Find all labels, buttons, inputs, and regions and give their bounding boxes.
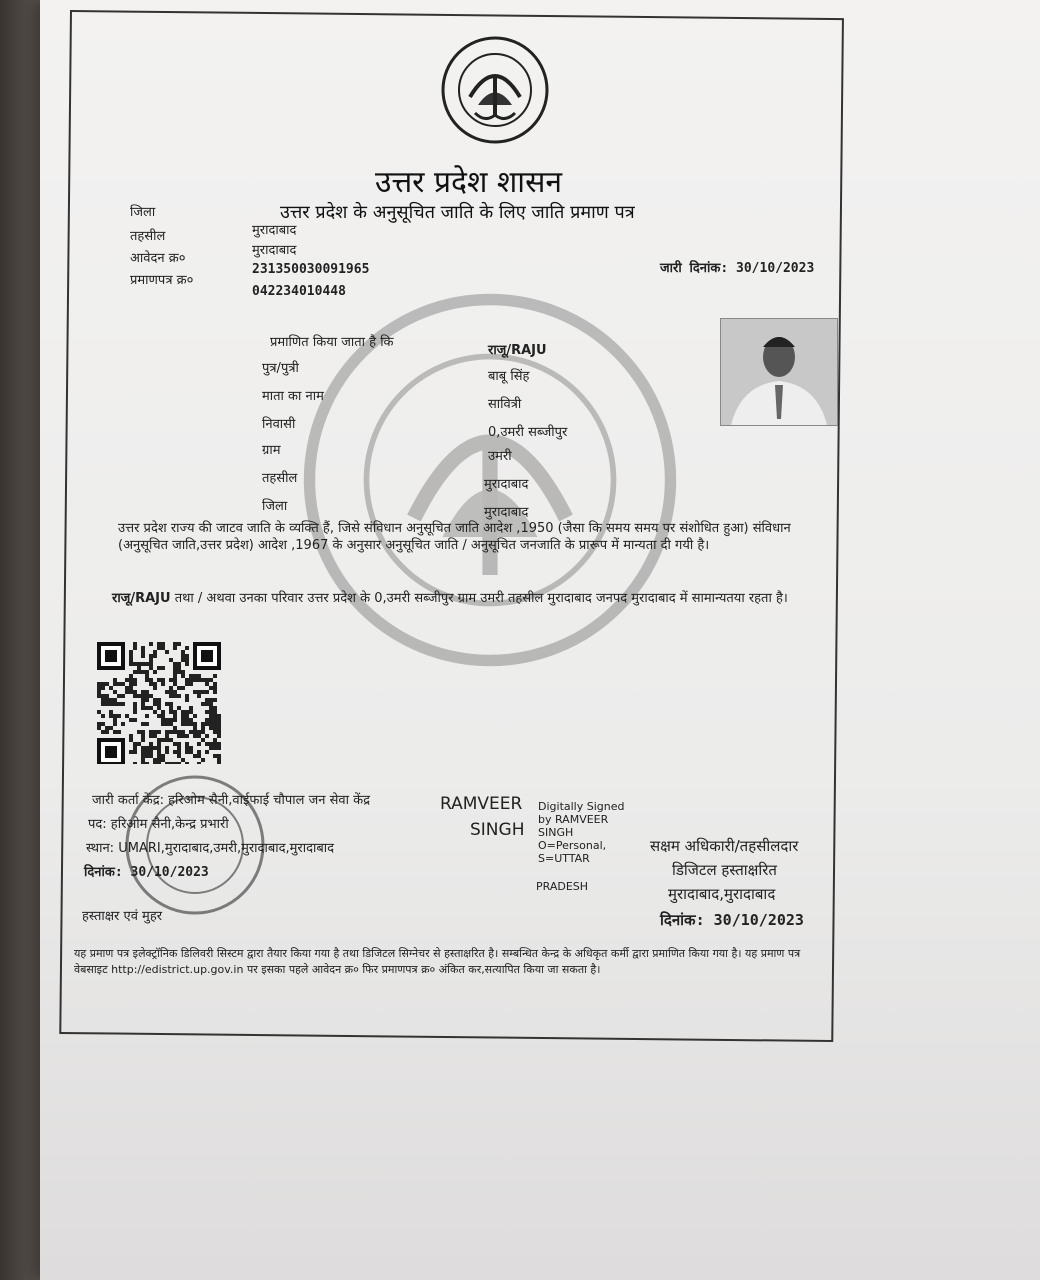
detail-value-tehsil: मुरादाबाद: [484, 477, 529, 492]
detail-label: पुत्र/पुत्री: [262, 361, 299, 376]
application-label: आवेदन क्र०: [130, 251, 186, 266]
district-label: जिला: [130, 205, 156, 220]
detail-value-district: मुरादाबाद: [484, 505, 529, 520]
applicant-photo: [720, 318, 838, 426]
certificate-body-paragraph: उत्तर प्रदेश राज्य की जाटव जाति के व्यक्ति हैं, जिसे संविधान अनुसूचित जाति आदेश ,1950 (जैसा कि समय समय पर संशोधित हुआ) संविधान (अनुसूचित जाति,उत्तर प्रदेश) आदेश ,1967 के अनुसार अनुसूचित जाति / अनुसूचित जनजाति के प्रारूप में मान्यता दी गयी है।: [118, 521, 791, 553]
application-number: 231350030091965: [252, 262, 370, 277]
residence-name: राजू/RAJU: [112, 591, 171, 606]
detail-label: तहसील: [262, 471, 298, 486]
tehsil-label: तहसील: [130, 229, 166, 244]
sig-line: SINGH: [538, 826, 574, 839]
sig-line: PRADESH: [536, 880, 589, 893]
detail-label: जिला: [262, 499, 288, 514]
certificate-number: 042234010448: [252, 284, 346, 299]
authority-signed: डिजिटल हस्ताक्षरित: [672, 861, 777, 879]
detail-label: ग्राम: [262, 443, 281, 458]
detail-value-father: बाबू सिंह: [488, 369, 530, 384]
up-govt-emblem: [440, 35, 550, 145]
detail-label: प्रमाणित किया जाता है कि: [270, 335, 394, 350]
issuer-place: स्थान: UMARI,मुरादाबाद,उमरी,मुरादाबाद,मुरादाबाद: [86, 841, 335, 856]
certificate-subtitle: उत्तर प्रदेश के अनुसूचित जाति के लिए जाति प्रमाण पत्र: [280, 202, 635, 223]
tehsil-value: मुरादाबाद: [252, 243, 297, 258]
signature-label: हस्ताक्षर एवं मुहर: [82, 909, 163, 924]
issuer-center: जारी कर्ता केंद्र: हरिओम सैनी,वाईफाई चौपाल जन सेवा केंद्र: [92, 793, 371, 808]
digital-signature-details: [538, 800, 624, 865]
qr-code: [97, 642, 223, 764]
residence-paragraph: [112, 590, 812, 607]
digital-signer-name-2: SINGH: [470, 820, 525, 840]
detail-value-residence: 0,उमरी सब्जीपुर: [488, 425, 568, 440]
sig-line: by RAMVEER: [538, 813, 609, 826]
detail-value-mother: सावित्री: [488, 397, 522, 412]
district-value: मुरादाबाद: [252, 223, 297, 238]
issue-date: जारी दिनांक: 30/10/2023: [660, 261, 815, 276]
residence-text: तथा / अथवा उनका परिवार उत्तर प्रदेश के 0,उमरी सब्जीपुर ग्राम उमरी तहसील मुरादाबाद जनपद मुरादाबाद में सामान्यतया रहता है।: [174, 591, 788, 606]
footer-note: यह प्रमाण पत्र इलेक्ट्रॉनिक डिलिवरी सिस्टम द्वारा तैयार किया गया है तथा डिजिटल सिग्नेचर से हस्ताक्षरित है। सम्बन्धित केन्द्र के अधिकृत कर्मी द्वारा प्रमाणित किया गया है। यह प्रमाण पत्र वेबसाइट http://edistrict.up.gov.in पर इसका पहले आवेदन क्र० फिर प्रमाणपत्र क्र० अंकित कर,सत्यापित किया जा सकता है।: [74, 947, 801, 976]
sig-line: O=Personal,: [538, 839, 607, 852]
sig-line: Digitally Signed: [538, 800, 625, 813]
authority-title: सक्षम अधिकारी/तहसीलदार: [650, 837, 799, 855]
authority-date: दिनांक: 30/10/2023: [660, 911, 804, 929]
sig-line: S=UTTAR: [538, 852, 590, 865]
digital-signer-name-1: RAMVEER: [440, 794, 523, 814]
detail-label: माता का नाम: [262, 389, 324, 404]
certificate-number-label: प्रमाणपत्र क्र०: [130, 273, 194, 288]
detail-label: निवासी: [262, 417, 296, 432]
issuer-post: पद: हरिओम सैनी,केन्द्र प्रभारी: [88, 817, 229, 832]
authority-place: मुरादाबाद,मुरादाबाद: [668, 885, 776, 903]
person-photo-icon: [721, 319, 837, 425]
page-title: उत्तर प्रदेश शासन: [375, 165, 563, 200]
issuer-date: दिनांक: 30/10/2023: [84, 865, 209, 880]
detail-value-village: उमरी: [488, 449, 512, 464]
detail-value-name: राजू/RAJU: [488, 343, 547, 358]
